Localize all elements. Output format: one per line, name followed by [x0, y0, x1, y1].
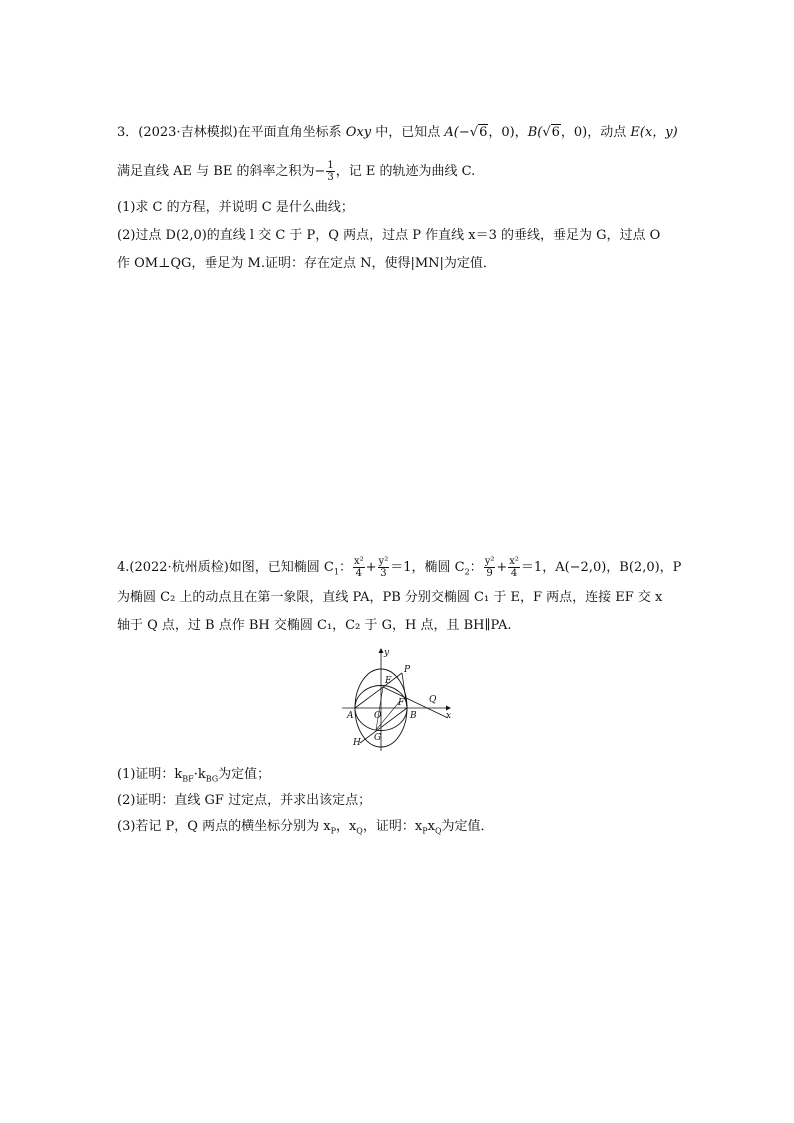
q3-source: (2023·吉林模拟) [138, 125, 238, 140]
label-h: H [353, 738, 361, 748]
label-a: A [347, 711, 354, 721]
q3-line-1: 3．(2023·吉林模拟)在平面直角坐标系 Oxy 中，已知点 A(−√6，0)，B(√6，0)，动点 E(x，y) [117, 125, 678, 140]
y-axis-arrow [379, 648, 384, 653]
q3-fraction [326, 160, 334, 183]
line-bh [360, 708, 407, 743]
ellipse-figure [340, 646, 460, 756]
q4-sub: Q [434, 826, 442, 836]
q4-sub: BF [182, 774, 194, 784]
line-pa [355, 673, 402, 708]
label-f: F [398, 698, 405, 708]
frac-num: x² [353, 556, 364, 567]
q4-text: 为定值． [441, 819, 494, 834]
q3-sqrt6: 6 [479, 125, 488, 140]
frac-den: 4 [510, 568, 518, 579]
q4-part-2: (2)证明：直线 GF 过定点，并求出该定点； [117, 793, 372, 808]
q4-text: ·k [193, 767, 206, 782]
frac-den: 9 [486, 568, 493, 579]
frac-den: 4 [355, 568, 362, 579]
q4-part-1 [117, 766, 270, 789]
q4-part-3 [117, 818, 494, 841]
q3-point-a: A(− [444, 125, 470, 140]
q3-text: 在平面直角坐标系 [237, 125, 346, 140]
q4-line-2: 为椭圆 C₂ 上的动点且在第一象限，直线 PA，PB 分别交椭圆 C₁ 于 E，F 两点，连接 EF 交 x [117, 590, 663, 605]
q3-number: 3． [117, 125, 139, 140]
q3-part-2-line-1: (2)过点 D(2,0)的直线 l 交 C 于 P，Q 两点，过点 P 作直线 x＝3 的垂线，垂足为 G，过点 O [117, 228, 661, 243]
q4-frac-4 [508, 556, 520, 579]
q4-sub: P [330, 826, 336, 836]
q3-sqrt6: 6 [551, 125, 560, 140]
q3-point-b: B( [527, 125, 543, 140]
q4-text: (3)若记 P，Q 两点的横坐标分别为 x [117, 819, 331, 834]
q3-text: ，0)， [488, 125, 528, 140]
label-y: y [384, 648, 390, 658]
label-o: O [374, 711, 382, 721]
frac-num: y² [378, 556, 389, 567]
q3-frac-den: 3 [327, 172, 334, 183]
q4-text: + [365, 560, 377, 575]
q4-frac-3 [484, 556, 496, 579]
q3-text: ，记 E 的轨迹为曲线 C. [335, 164, 476, 179]
q4-line-1 [117, 556, 681, 582]
q4-frac-2 [378, 556, 390, 579]
q4-text: ： [469, 560, 483, 575]
q4-text: ＝1，椭圆 C [390, 560, 465, 575]
label-e: E [385, 676, 392, 686]
q3-text: 中，已知点 [371, 125, 445, 140]
label-g: G [374, 733, 382, 743]
q3-text: 满足直线 AE 与 BE 的斜率之积为− [117, 164, 326, 179]
q4-text: ，证明：x [362, 819, 423, 834]
q4-source: (2022·杭州质检) [129, 560, 229, 575]
q4-sub: 1 [333, 567, 339, 577]
label-x: x [446, 711, 452, 721]
label-q: Q [429, 695, 437, 705]
q4-text: (1)证明：k [117, 767, 183, 782]
q4-line-3: 轴于 Q 点，过 B 点作 BH 交椭圆 C₁，C₂ 于 G，H 点，且 BH∥PA. [117, 618, 512, 633]
q4-sub: BG [205, 774, 219, 784]
frac-num: y² [484, 556, 495, 567]
q4-text: x [427, 819, 435, 834]
q3-part-2-line-2: 作 OM⊥QG，垂足为 M.证明：存在定点 N，使得|MN|为定值． [117, 256, 496, 271]
q4-text: ： [338, 560, 352, 575]
q3-text: ，0)，动点 [560, 125, 631, 140]
q4-text: ＝1，A(−2,0)，B(2,0)，P [520, 560, 682, 575]
frac-den: 3 [380, 568, 387, 579]
q4-sub: 2 [464, 567, 470, 577]
q4-text: 为定值； [218, 767, 271, 782]
q4-text: + [496, 560, 508, 575]
x-axis-arrow [446, 706, 451, 711]
q3-oxy: Oxy [345, 125, 372, 140]
q4-sub: Q [356, 826, 363, 836]
line-eg [376, 687, 383, 730]
q3-line-2 [117, 160, 475, 183]
q4-text: 如图，已知椭圆 C [228, 560, 334, 575]
label-p: P [404, 665, 411, 675]
q3-point-e: E(x，y) [630, 125, 678, 140]
frac-num: x² [509, 556, 519, 567]
label-b: B [410, 711, 417, 721]
q3-frac-num: 1 [327, 160, 334, 171]
q4-text: ，x [335, 819, 357, 834]
q4-number: 4. [117, 560, 130, 575]
q3-part-1: (1)求 C 的方程，并说明 C 是什么曲线； [117, 200, 354, 215]
q4-sub: P [422, 826, 428, 836]
q4-frac-1 [353, 556, 365, 579]
